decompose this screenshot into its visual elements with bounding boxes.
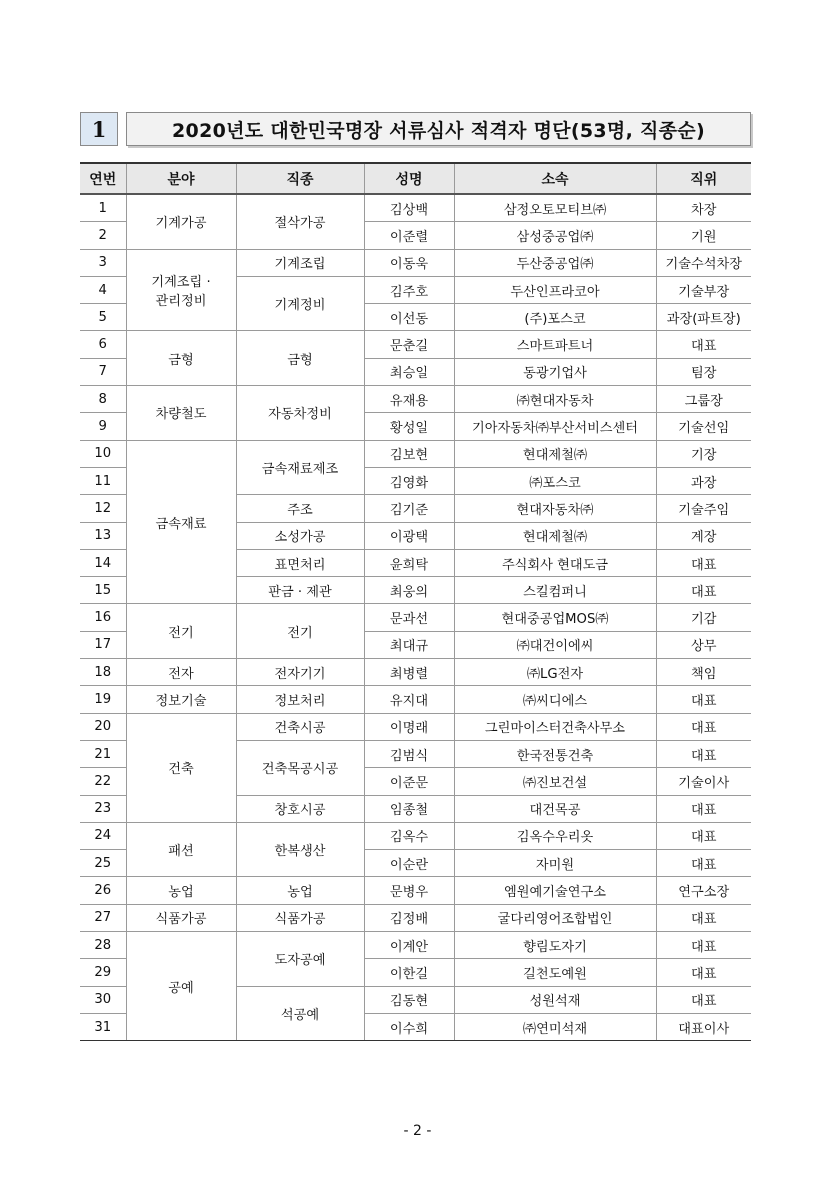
header-row [80,163,751,194]
row-number: 28 [80,932,126,959]
organization-cell: 기아자동차㈜부산서비스센터 [454,413,656,440]
name-cell: 김주호 [364,276,454,303]
job-cell: 창호시공 [236,795,364,822]
job-cell: 정보처리 [236,686,364,713]
row-number: 14 [80,549,126,576]
position-cell: 기술부장 [656,276,751,303]
section-number: 1 [80,112,118,146]
field-cell: 기계가공 [126,194,236,249]
name-cell: 김옥수 [364,822,454,849]
organization-cell: 그린마이스터건축사무소 [454,713,656,740]
position-cell: 상무 [656,631,751,658]
section-title-bar [80,112,751,148]
name-cell: 문춘길 [364,331,454,358]
organization-cell: 대건목공 [454,795,656,822]
job-cell: 자동차정비 [236,386,364,441]
position-cell: 대표 [656,331,751,358]
name-cell: 이한길 [364,959,454,986]
organization-cell: 성원석재 [454,986,656,1013]
position-cell: 대표 [656,740,751,767]
position-cell: 기술선임 [656,413,751,440]
header-org: 소속 [454,163,656,194]
row-number: 7 [80,358,126,385]
table-row [80,932,751,959]
section-title: 2020년도 대한민국명장 서류심사 적격자 명단(53명, 직종순) [126,112,751,146]
table-row [80,440,751,467]
name-cell: 유지대 [364,686,454,713]
position-cell: 대표 [656,686,751,713]
header-no: 연번 [80,163,126,194]
row-number: 22 [80,768,126,795]
name-cell: 김범식 [364,740,454,767]
position-cell: 대표 [656,549,751,576]
header-name: 성명 [364,163,454,194]
position-cell: 차장 [656,194,751,222]
job-cell: 전자기기 [236,659,364,686]
organization-cell: 삼성중공업㈜ [454,222,656,249]
name-cell: 이동욱 [364,249,454,276]
organization-cell: ㈜LG전자 [454,659,656,686]
organization-cell: ㈜대건이에씨 [454,631,656,658]
table-row [80,877,751,904]
row-number: 6 [80,331,126,358]
position-cell: 대표 [656,932,751,959]
table-body [80,194,751,1041]
position-cell: 과장(파트장) [656,304,751,331]
organization-cell: 삼정오토모티브㈜ [454,194,656,222]
name-cell: 최대규 [364,631,454,658]
position-cell: 대표 [656,904,751,931]
organization-cell: 스킬컴퍼니 [454,577,656,604]
job-cell: 주조 [236,495,364,522]
position-cell: 기술이사 [656,768,751,795]
field-cell: 패션 [126,822,236,877]
name-cell: 이광택 [364,522,454,549]
table-row [80,904,751,931]
organization-cell: 두산중공업㈜ [454,249,656,276]
position-cell: 기감 [656,604,751,631]
name-cell: 문과선 [364,604,454,631]
organization-cell: ㈜씨디에스 [454,686,656,713]
name-cell: 이준문 [364,768,454,795]
job-cell: 도자공예 [236,932,364,987]
name-cell: 최병렬 [364,659,454,686]
organization-cell: ㈜진보건설 [454,768,656,795]
organization-cell: 현대제철㈜ [454,440,656,467]
organization-cell: 엠원예기술연구소 [454,877,656,904]
name-cell: 최승일 [364,358,454,385]
organization-cell: ㈜연미석재 [454,1013,656,1040]
header-position: 직위 [656,163,751,194]
row-number: 12 [80,495,126,522]
organization-cell: 김옥수우리옷 [454,822,656,849]
job-cell: 금형 [236,331,364,386]
field-cell: 식품가공 [126,904,236,931]
row-number: 11 [80,467,126,494]
job-cell: 절삭가공 [236,194,364,249]
table-row [80,249,751,276]
organization-cell: 자미원 [454,850,656,877]
organization-cell: 동광기업사 [454,358,656,385]
field-cell: 공예 [126,932,236,1041]
position-cell: 대표 [656,795,751,822]
header-field: 분야 [126,163,236,194]
row-number: 5 [80,304,126,331]
field-cell: 기계조립 · 관리정비 [126,249,236,331]
name-cell: 이순란 [364,850,454,877]
name-cell: 김기준 [364,495,454,522]
name-cell: 최웅의 [364,577,454,604]
row-number: 30 [80,986,126,1013]
job-cell: 기계정비 [236,276,364,331]
name-cell: 황성일 [364,413,454,440]
organization-cell: 두산인프라코아 [454,276,656,303]
row-number: 18 [80,659,126,686]
table-row [80,659,751,686]
position-cell: 팀장 [656,358,751,385]
row-number: 31 [80,1013,126,1040]
position-cell: 과장 [656,467,751,494]
field-cell: 전기 [126,604,236,659]
organization-cell: ㈜포스코 [454,467,656,494]
row-number: 10 [80,440,126,467]
job-cell: 건축목공시공 [236,740,364,795]
position-cell: 대표 [656,850,751,877]
row-number: 24 [80,822,126,849]
organization-cell: 한국전통건축 [454,740,656,767]
name-cell: 문병우 [364,877,454,904]
table-header [80,163,751,194]
name-cell: 윤희탁 [364,549,454,576]
page-number: - 2 - [403,1123,432,1139]
job-cell: 식품가공 [236,904,364,931]
name-cell: 김동현 [364,986,454,1013]
row-number: 13 [80,522,126,549]
field-cell: 금속재료 [126,440,236,604]
job-cell: 금속재료제조 [236,440,364,495]
position-cell: 기장 [656,440,751,467]
row-number: 19 [80,686,126,713]
job-cell: 건축시공 [236,713,364,740]
organization-cell: ㈜현대자동차 [454,386,656,413]
field-cell: 차량철도 [126,386,236,441]
field-cell: 정보기술 [126,686,236,713]
position-cell: 기원 [656,222,751,249]
name-cell: 유재용 [364,386,454,413]
row-number: 21 [80,740,126,767]
name-cell: 김영화 [364,467,454,494]
name-cell: 이계안 [364,932,454,959]
row-number: 8 [80,386,126,413]
job-cell: 한복생산 [236,822,364,877]
row-number: 3 [80,249,126,276]
position-cell: 대표 [656,822,751,849]
name-cell: 이명래 [364,713,454,740]
candidate-table [80,162,751,1041]
organization-cell: 현대제철㈜ [454,522,656,549]
organization-cell: 현대자동차㈜ [454,495,656,522]
table-row [80,331,751,358]
job-cell: 기계조립 [236,249,364,276]
organization-cell: 굴다리영어조합법인 [454,904,656,931]
field-cell: 농업 [126,877,236,904]
organization-cell: 길천도예원 [454,959,656,986]
row-number: 23 [80,795,126,822]
position-cell: 연구소장 [656,877,751,904]
job-cell: 석공예 [236,986,364,1041]
field-cell: 전자 [126,659,236,686]
row-number: 29 [80,959,126,986]
table-row [80,713,751,740]
job-cell: 판금 · 제관 [236,577,364,604]
position-cell: 대표 [656,577,751,604]
row-number: 15 [80,577,126,604]
row-number: 17 [80,631,126,658]
row-number: 9 [80,413,126,440]
title-gap [118,112,126,148]
field-cell: 건축 [126,713,236,822]
name-cell: 김상백 [364,194,454,222]
table-row [80,604,751,631]
row-number: 1 [80,194,126,222]
row-number: 26 [80,877,126,904]
name-cell: 이수희 [364,1013,454,1040]
row-number: 25 [80,850,126,877]
organization-cell: (주)포스코 [454,304,656,331]
row-number: 20 [80,713,126,740]
table-row [80,194,751,222]
table-row [80,686,751,713]
name-cell: 임종철 [364,795,454,822]
organization-cell: 주식회사 현대도금 [454,549,656,576]
position-cell: 대표이사 [656,1013,751,1040]
row-number: 2 [80,222,126,249]
field-cell: 금형 [126,331,236,386]
position-cell: 그룹장 [656,386,751,413]
position-cell: 대표 [656,986,751,1013]
name-cell: 이준렬 [364,222,454,249]
organization-cell: 스마트파트너 [454,331,656,358]
header-job: 직종 [236,163,364,194]
job-cell: 소성가공 [236,522,364,549]
position-cell: 책임 [656,659,751,686]
row-number: 4 [80,276,126,303]
position-cell: 기술수석차장 [656,249,751,276]
table-row [80,822,751,849]
name-cell: 이선동 [364,304,454,331]
row-number: 16 [80,604,126,631]
job-cell: 농업 [236,877,364,904]
position-cell: 기술주임 [656,495,751,522]
position-cell: 대표 [656,959,751,986]
row-number: 27 [80,904,126,931]
position-cell: 대표 [656,713,751,740]
name-cell: 김정배 [364,904,454,931]
table-row [80,386,751,413]
job-cell: 표면처리 [236,549,364,576]
organization-cell: 향림도자기 [454,932,656,959]
position-cell: 계장 [656,522,751,549]
job-cell: 전기 [236,604,364,659]
name-cell: 김보현 [364,440,454,467]
organization-cell: 현대중공업MOS㈜ [454,604,656,631]
